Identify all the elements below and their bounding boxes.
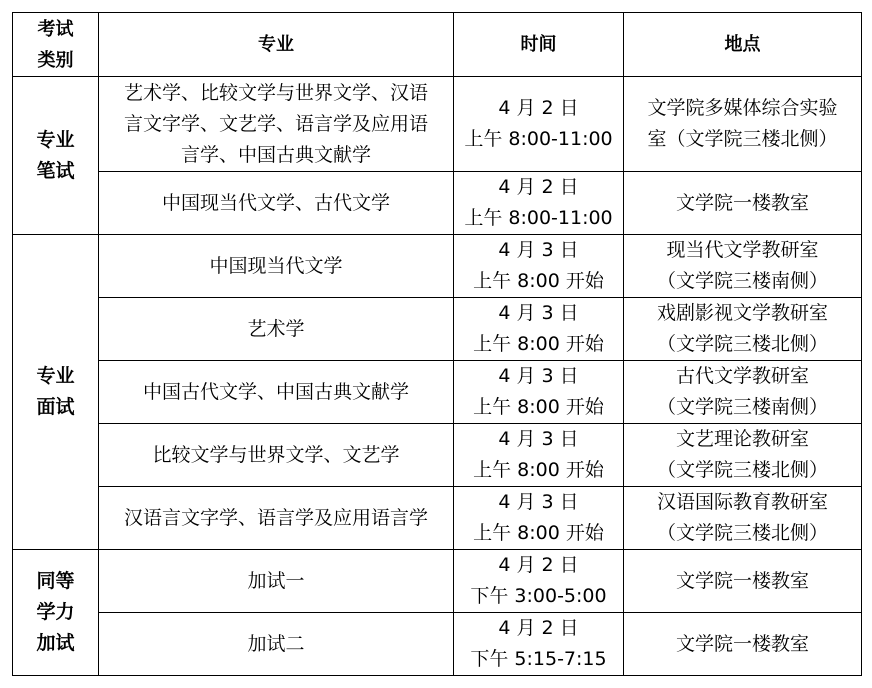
place-line: 文学院一楼教室 xyxy=(675,632,809,655)
major-line: 加试一 xyxy=(247,569,305,592)
major-line: 艺术学 xyxy=(247,317,305,340)
date-text: 4 月 2 日 xyxy=(498,97,579,119)
time-cell xyxy=(454,361,624,424)
time-text: 上午 8:00 开始 xyxy=(473,270,604,292)
place-line: 室（文学院三楼北侧） xyxy=(647,128,838,150)
major-cell xyxy=(99,235,454,298)
place-line: （文学院三楼北侧） xyxy=(656,522,828,544)
header-major: 专业 xyxy=(99,13,454,77)
time-text: 上午 8:00 开始 xyxy=(473,396,604,418)
category-line: 面试 xyxy=(36,396,75,418)
date-text: 4 月 3 日 xyxy=(498,239,579,261)
major-line: 汉语言文字学、语言学及应用语言学 xyxy=(123,506,428,529)
time-cell xyxy=(454,235,624,298)
time-cell xyxy=(454,487,624,550)
category-line: 笔试 xyxy=(36,159,75,182)
date-text: 4 月 2 日 xyxy=(498,176,579,198)
major-cell xyxy=(99,613,454,676)
date-text: 4 月 2 日 xyxy=(498,554,579,576)
place-line: 文学院一楼教室 xyxy=(675,191,809,214)
place-line: 古代文学教研室 xyxy=(675,365,809,387)
place-line: 汉语国际教育教研室 xyxy=(656,491,828,513)
place-cell xyxy=(624,424,862,487)
category-cell-equivalent xyxy=(13,550,99,676)
major-cell xyxy=(99,550,454,613)
time-text: 上午 8:00 开始 xyxy=(473,333,604,355)
major-cell xyxy=(99,77,454,172)
table-row xyxy=(13,613,862,676)
place-cell xyxy=(624,487,862,550)
date-text: 4 月 2 日 xyxy=(498,617,579,639)
major-cell xyxy=(99,298,454,361)
major-cell xyxy=(99,172,454,235)
category-line: 专业 xyxy=(36,365,75,387)
time-cell xyxy=(454,550,624,613)
time-cell xyxy=(454,172,624,235)
major-line: 中国现当代文学、古代文学 xyxy=(161,191,390,214)
time-cell xyxy=(454,77,624,172)
date-text: 4 月 3 日 xyxy=(498,491,579,513)
major-cell xyxy=(99,361,454,424)
major-line: 加试二 xyxy=(247,632,305,655)
table-row xyxy=(13,77,862,172)
table-row xyxy=(13,424,862,487)
place-line: 戏剧影视文学教研室 xyxy=(656,302,828,324)
time-text: 下午 5:15-7:15 xyxy=(470,648,607,670)
major-line: 中国古代文学、中国古典文献学 xyxy=(142,380,409,403)
time-cell xyxy=(454,424,624,487)
place-line: 文学院多媒体综合实验 xyxy=(647,97,838,119)
place-line: （文学院三楼南侧） xyxy=(656,396,828,418)
category-cell-written xyxy=(13,77,99,235)
time-text: 上午 8:00-11:00 xyxy=(464,128,613,150)
major-cell xyxy=(99,424,454,487)
place-cell xyxy=(624,172,862,235)
place-cell xyxy=(624,550,862,613)
header-category xyxy=(13,13,99,77)
place-line: （文学院三楼北侧） xyxy=(656,459,828,481)
time-cell xyxy=(454,298,624,361)
header-category-line: 考试 xyxy=(37,18,74,40)
exam-schedule-table xyxy=(12,12,862,676)
place-cell xyxy=(624,235,862,298)
table-row xyxy=(13,172,862,235)
category-line: 加试 xyxy=(36,632,75,654)
time-cell xyxy=(454,613,624,676)
place-line: 现当代文学教研室 xyxy=(666,239,819,261)
header-row xyxy=(13,13,862,77)
header-time: 时间 xyxy=(454,13,624,77)
place-cell xyxy=(624,361,862,424)
header-category-line: 类别 xyxy=(37,49,74,71)
time-text: 上午 8:00 开始 xyxy=(473,522,604,544)
table-row xyxy=(13,235,862,298)
major-line: 中国现当代文学 xyxy=(209,254,343,277)
category-line: 同等 xyxy=(36,570,75,592)
category-line: 学力 xyxy=(36,601,75,623)
major-line: 言文字学、文艺学、语言学及应用语 xyxy=(123,112,428,135)
time-text: 上午 8:00 开始 xyxy=(473,459,604,481)
table-row xyxy=(13,487,862,550)
place-cell xyxy=(624,298,862,361)
place-cell xyxy=(624,77,862,172)
date-text: 4 月 3 日 xyxy=(498,365,579,387)
place-line: 文艺理论教研室 xyxy=(675,428,809,450)
place-line: 文学院一楼教室 xyxy=(675,569,809,592)
table-row xyxy=(13,361,862,424)
major-line: 比较文学与世界文学、文艺学 xyxy=(152,443,400,466)
major-cell xyxy=(99,487,454,550)
table-row xyxy=(13,550,862,613)
major-line: 艺术学、比较文学与世界文学、汉语 xyxy=(123,81,428,104)
category-line: 专业 xyxy=(36,128,75,151)
place-line: （文学院三楼北侧） xyxy=(656,333,828,355)
table-row xyxy=(13,298,862,361)
date-text: 4 月 3 日 xyxy=(498,428,579,450)
place-line: （文学院三楼南侧） xyxy=(656,270,828,292)
place-cell xyxy=(624,613,862,676)
time-text: 上午 8:00-11:00 xyxy=(464,207,613,229)
major-line: 言学、中国古典文献学 xyxy=(180,143,371,166)
category-cell-interview xyxy=(13,235,99,550)
time-text: 下午 3:00-5:00 xyxy=(470,585,607,607)
date-text: 4 月 3 日 xyxy=(498,302,579,324)
header-place: 地点 xyxy=(624,13,862,77)
